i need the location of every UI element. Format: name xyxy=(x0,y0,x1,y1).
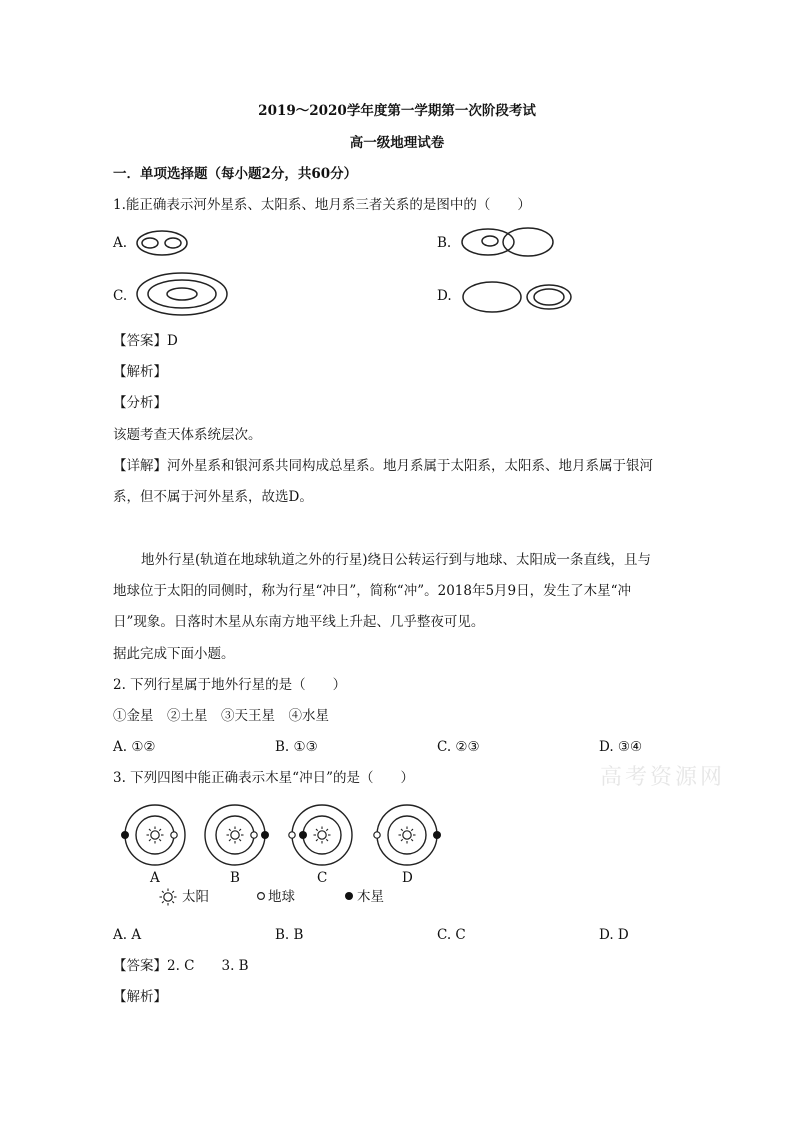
orbit-diagram-d xyxy=(374,805,441,865)
q1-diagram-b xyxy=(460,226,556,260)
legend-sun-label: 太阳 xyxy=(182,889,209,905)
earth-dot xyxy=(251,832,257,838)
diagram-label-a: A xyxy=(150,870,160,886)
jupiter-dot xyxy=(433,831,441,839)
orbit-diagram-b xyxy=(205,805,269,865)
legend-jupiter-label: 木星 xyxy=(357,889,384,905)
ellipse-inner xyxy=(167,288,197,300)
q2-option-c: C. ②③ xyxy=(437,739,480,755)
q2-option-a: A. ①② xyxy=(113,739,156,755)
q3-option-d: D. D xyxy=(599,927,629,943)
orbit-diagram-c xyxy=(289,805,352,865)
legend-jupiter-icon xyxy=(343,890,355,902)
passage-line-1: 地外行星(轨道在地球轨道之外的行星)绕日公转运行到与地球、太阳成一条直线，且与 xyxy=(141,552,652,568)
ellipse-small xyxy=(482,236,498,246)
q1-diagram-c xyxy=(136,272,232,318)
earth-dot xyxy=(289,832,295,838)
ellipse-right-inner xyxy=(534,289,564,305)
passage-line-4: 据此完成下面小题。 xyxy=(113,646,235,662)
diagram-label-c: C xyxy=(317,870,328,886)
q3-stem: 3. 下列四图中能正确表示木星“冲日”的是（ ） xyxy=(113,770,414,786)
exam-subtitle: 高一级地理试卷 xyxy=(349,135,445,151)
ellipse-left xyxy=(463,282,521,312)
q1-analysis-heading: 【解析】 xyxy=(113,364,167,380)
q1-answer: 【答案】D xyxy=(113,333,178,349)
legend-earth-label: 地球 xyxy=(268,889,295,905)
jupiter-dot xyxy=(121,831,129,839)
section-heading: 一．单项选择题（每小题2分，共60分） xyxy=(113,166,358,182)
q1-detail-line-1: 【详解】河外星系和银河系共同构成总星系。地月系属于太阳系，太阳系、地月系属于银河 xyxy=(113,458,653,474)
q1-option-a-label: A. xyxy=(113,235,128,251)
watermark: 高考资源网 xyxy=(600,765,726,790)
q2-items: ①金星 ②土星 ③天王星 ④水星 xyxy=(113,708,329,724)
jupiter-dot xyxy=(299,831,307,839)
q3-option-a: A. A xyxy=(113,927,142,943)
q3-option-b: B. B xyxy=(275,927,304,943)
ellipse-left xyxy=(462,229,514,255)
outer-ellipse xyxy=(137,231,187,255)
q1-diagram-a xyxy=(136,228,192,258)
answers-q2-q3: 【答案】2. C 3. B xyxy=(113,958,249,974)
q3-orbit-diagrams xyxy=(118,803,438,873)
q1-detail-line-2: 系，但不属于河外星系，故选D。 xyxy=(113,489,313,505)
diagram-label-b: B xyxy=(230,870,240,886)
passage-line-2: 地球位于太阳的同侧时，称为行星“冲日”，简称“冲”。2018年5月9日，发生了木星“冲 xyxy=(113,583,632,599)
exam-title: 2019～2020学年度第一学期第一次阶段考试 xyxy=(258,103,536,119)
q1-option-d-label: D. xyxy=(437,288,452,304)
q1-fenxi-text: 该题考查天体系统层次。 xyxy=(113,427,262,443)
q1-option-c-label: C. xyxy=(113,288,128,304)
orbit-diagram-a xyxy=(121,805,185,865)
q2-option-d: D. ③④ xyxy=(599,739,643,755)
q3-option-c: C. C xyxy=(437,927,466,943)
inner-ellipse-left xyxy=(142,238,158,248)
ellipse-right xyxy=(503,228,553,256)
inner-ellipse-right xyxy=(165,238,181,248)
q2-option-b: B. ①③ xyxy=(275,739,318,755)
q1-stem: 1.能正确表示河外星系、太阳系、地月系三者关系的是图中的（ ） xyxy=(113,197,531,213)
ellipse-middle xyxy=(148,280,216,308)
earth-dot xyxy=(374,832,380,838)
earth-dot xyxy=(171,832,177,838)
q1-fenxi-heading: 【分析】 xyxy=(113,395,167,411)
legend-earth-icon xyxy=(255,890,267,902)
q1-diagram-d xyxy=(462,281,574,313)
diagram-label-d: D xyxy=(402,870,413,886)
passage-line-3: 日”现象。日落时木星从东南方地平线上升起、几乎整夜可见。 xyxy=(113,614,485,630)
jupiter-dot xyxy=(261,831,269,839)
q1-option-b-label: B. xyxy=(437,235,452,251)
q2-stem: 2. 下列行星属于地外行星的是（ ） xyxy=(113,677,347,693)
legend-sun-icon xyxy=(158,887,178,907)
analysis-heading-2: 【解析】 xyxy=(113,989,167,1005)
